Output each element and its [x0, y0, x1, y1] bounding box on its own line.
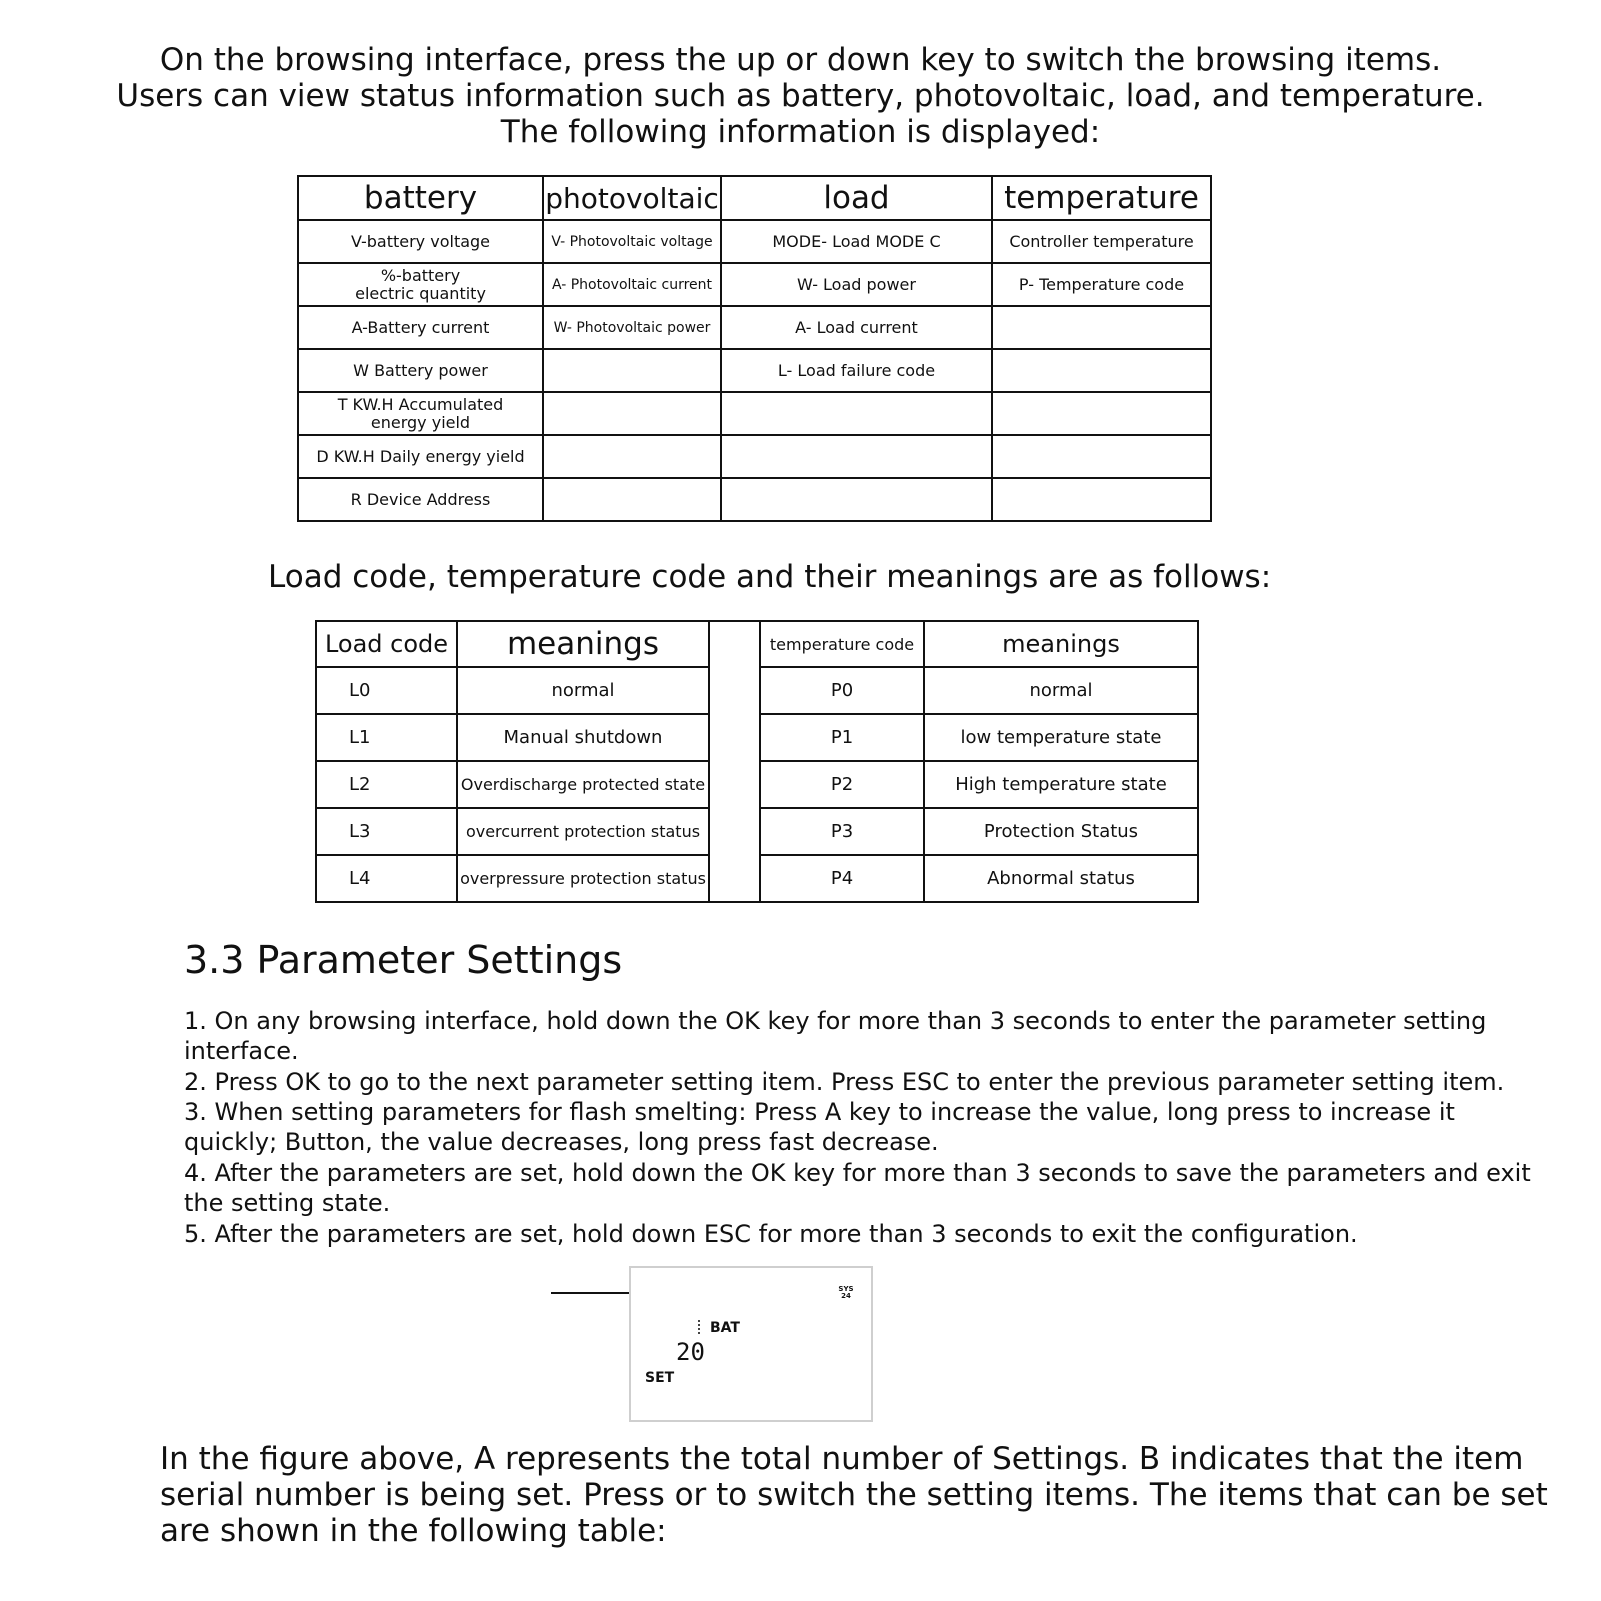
header-load: load	[721, 176, 992, 220]
table-cell: A-Battery current	[298, 306, 543, 349]
load-meaning-cell: normal	[457, 667, 709, 714]
load-code-cell: L1	[316, 714, 457, 761]
temp-code-cell: P4	[760, 855, 924, 902]
intro-line-2: Users can view status information such as battery, photovoltaic, load, and temperature.	[116, 78, 1485, 114]
lcd-segment-icon	[698, 1320, 703, 1334]
table-cell: D KW.H Daily energy yield	[298, 435, 543, 478]
header-temperature-code: temperature code	[760, 621, 924, 667]
header-photovoltaic: photovoltaic	[543, 176, 721, 220]
table-cell	[992, 392, 1211, 435]
table-cell	[992, 435, 1211, 478]
table-row	[298, 349, 1211, 392]
header-battery: battery	[298, 176, 543, 220]
codes-table-header	[316, 621, 1198, 667]
table-cell	[543, 349, 721, 392]
table-cell: V- Photovoltaic voltage	[543, 220, 721, 263]
temp-code-cell: P1	[760, 714, 924, 761]
temp-meaning-cell: normal	[924, 667, 1198, 714]
table-spacer	[709, 621, 760, 902]
outro-paragraph: In the figure above, A represents the total number of Settings. B indicates that the item serial number is being set. Press or to switch the setting items. The items that can be set are shown in the following table:	[160, 1441, 1548, 1549]
codes-intro: Load code, temperature code and their meanings are as follows:	[268, 559, 1272, 595]
table-cell	[992, 349, 1211, 392]
load-code-cell: L4	[316, 855, 457, 902]
load-code-cell: L0	[316, 667, 457, 714]
step-3: 3. When setting parameters for flash smelting: Press A key to increase the value, long press to increase it quickly; Button, the value decreases, long press fast decrease.	[184, 1098, 1455, 1156]
table-row	[298, 306, 1211, 349]
browse-table	[297, 175, 1212, 522]
table-cell: W- Load power	[721, 263, 992, 306]
table-cell	[543, 435, 721, 478]
table-row	[298, 263, 1211, 306]
table-row	[298, 478, 1211, 521]
lcd-display-figure	[629, 1266, 873, 1422]
header-temperature-meanings: meanings	[924, 621, 1198, 667]
temp-meaning-cell: Protection Status	[924, 808, 1198, 855]
step-2: 2. Press OK to go to the next parameter setting item. Press ESC to enter the previous parameter setting item.	[184, 1068, 1505, 1096]
load-meaning-cell: overcurrent protection status	[457, 808, 709, 855]
intro-line-3: The following information is displayed:	[500, 114, 1101, 150]
temp-meaning-cell: low temperature state	[924, 714, 1198, 761]
table-cell: P- Temperature code	[992, 263, 1211, 306]
table-row	[298, 435, 1211, 478]
temp-meaning-cell: High temperature state	[924, 761, 1198, 808]
load-meaning-cell: Overdischarge protected state	[457, 761, 709, 808]
temp-code-cell: P2	[760, 761, 924, 808]
lcd-small-label: SYS 24	[838, 1285, 854, 1300]
table-cell: R Device Address	[298, 478, 543, 521]
lcd-set-label: SET	[645, 1370, 675, 1386]
temp-code-cell: P0	[760, 667, 924, 714]
lcd-value: 20	[676, 1338, 705, 1366]
table-cell: V-battery voltage	[298, 220, 543, 263]
table-cell	[543, 392, 721, 435]
table-row	[298, 220, 1211, 263]
table-cell: MODE- Load MODE C	[721, 220, 992, 263]
header-load-code: Load code	[316, 621, 457, 667]
section-title: 3.3 Parameter Settings	[184, 938, 623, 982]
browse-table-header	[298, 176, 1211, 220]
table-cell	[721, 478, 992, 521]
temp-meaning-cell: Abnormal status	[924, 855, 1198, 902]
table-cell: W Battery power	[298, 349, 543, 392]
step-1: 1. On any browsing interface, hold down the OK key for more than 3 seconds to enter the parameter setting interface.	[184, 1007, 1487, 1065]
table-cell	[721, 435, 992, 478]
table-cell: %-battery electric quantity	[298, 263, 543, 306]
lcd-bat-label: BAT	[710, 1320, 740, 1336]
load-meaning-cell: Manual shutdown	[457, 714, 709, 761]
table-cell: Controller temperature	[992, 220, 1211, 263]
load-code-cell: L2	[316, 761, 457, 808]
table-cell: L- Load failure code	[721, 349, 992, 392]
intro-line-1: On the browsing interface, press the up or down key to switch the browsing items.	[159, 42, 1442, 78]
table-cell: T KW.H Accumulated energy yield	[298, 392, 543, 435]
table-cell	[721, 392, 992, 435]
table-cell: W- Photovoltaic power	[543, 306, 721, 349]
table-cell	[992, 306, 1211, 349]
temp-code-cell: P3	[760, 808, 924, 855]
load-meaning-cell: overpressure protection status	[457, 855, 709, 902]
load-code-cell: L3	[316, 808, 457, 855]
header-load-meanings: meanings	[457, 621, 709, 667]
table-cell: A- Photovoltaic current	[543, 263, 721, 306]
step-5: 5. After the parameters are set, hold down ESC for more than 3 seconds to exit the configuration.	[184, 1220, 1358, 1248]
table-cell: A- Load current	[721, 306, 992, 349]
table-row	[298, 392, 1211, 435]
table-cell	[992, 478, 1211, 521]
header-temperature: temperature	[992, 176, 1211, 220]
step-4: 4. After the parameters are set, hold down the OK key for more than 3 seconds to save the parameters and exit the setting state.	[184, 1159, 1531, 1217]
table-cell	[543, 478, 721, 521]
codes-table	[315, 620, 1199, 903]
